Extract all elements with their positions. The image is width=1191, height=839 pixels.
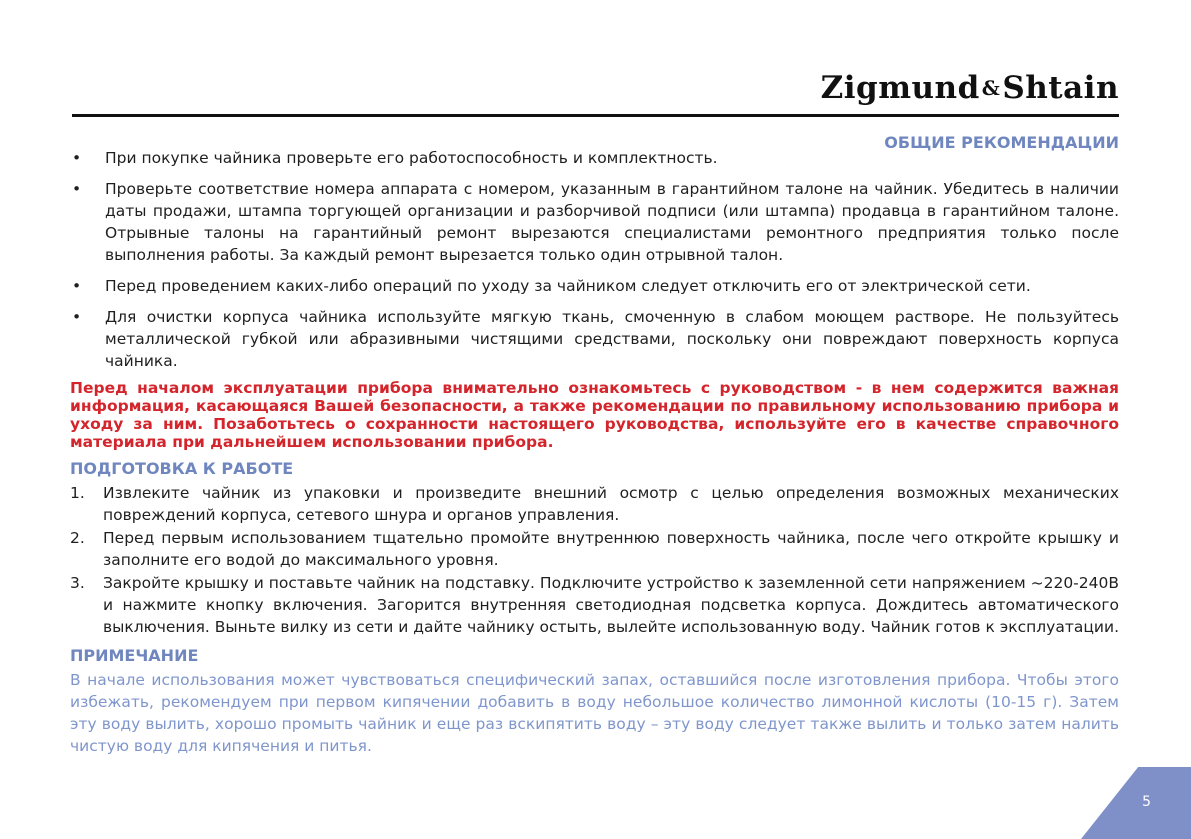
brand-ampersand: & [981,76,1001,100]
list-item-text: Проверьте соответствие номера аппарата с номером, указанным в гарантийном талоне на чайник. Убедитесь в наличии даты продажи, штампа торгующей организации и разборчивой подписи (или штампа) продавца в гарантийном талоне. Отрывные талоны на гарантийный ремонт вырезаются специалистами ремонтного предприятия только после выполнения работы. За каждый ремонт вырезается только один отрывной талон. [105,180,1119,264]
brand-logo [821,70,1119,106]
page-corner-decoration [1081,767,1191,839]
list-item [70,275,1119,297]
step-item [70,527,1119,571]
bullet-symbol: • [72,308,82,326]
section-title-general: ОБЩИЕ РЕКОМЕНДАЦИИ [884,133,1119,152]
list-item [70,306,1119,372]
bullet-symbol: • [72,180,82,198]
note-text: В начале использования может чувствоваться специфический запах, оставшийся после изготовления прибора. Чтобы этого избежать, рекомендуем при первом кипячении добавить в воду небольшое количество лимонной кислоты (10-15 г). Затем эту воду вылить, хорошо промыть чайник и еще раз вскипятить воду – эту воду следует также вылить и только затем налить чистую воду для кипячения и питья. [70,671,1119,755]
page-number: 5 [1142,794,1151,810]
brand-name-part2: Shtain [1002,70,1119,106]
safety-warning: Перед началом эксплуатации прибора внимательно ознакомьтесь с руководством - в нем содержится важная информация, касающаяся Вашей безопасности, а также рекомендации по правильному использованию прибора и уходу за ним. Позаботьтесь о сохранности настоящего руководства, используйте его в качестве справочного материала при дальнейшем использовании прибора. [70,379,1119,451]
step-number: 1. [70,484,85,502]
step-text: Извлеките чайник из упаковки и произведите внешний осмотр с целью определения возможных механических повреждений корпуса, сетевого шнура и органов управления. [103,484,1119,524]
list-item-text: При покупке чайника проверьте его работоспособность и комплектность. [105,149,718,167]
step-item [70,572,1119,638]
list-item [70,178,1119,266]
list-item [70,147,1119,169]
page-content [70,133,1119,757]
bullet-symbol: • [72,277,82,295]
list-item-text: Перед проведением каких-либо операций по уходу за чайником следует отключить его от электрической сети. [105,277,1031,295]
list-item-text: Для очистки корпуса чайника используйте мягкую ткань, смоченную в слабом моющем растворе. Не пользуйтесь металлической губкой или абразивными чистящими средствами, поскольку они повреждают поверхность корпуса чайника. [105,308,1119,370]
section-title-preparation: ПОДГОТОВКА К РАБОТЕ [70,459,294,478]
step-number: 2. [70,529,85,547]
step-text: Закройте крышку и поставьте чайник на подставку. Подключите устройство к заземленной сети напряжением ~220-240В и нажмите кнопку включения. Загорится внутренняя светодиодная подсветка корпуса. Дождитесь автоматического выключения. Выньте вилку из сети и дайте чайнику остыть, вылейте использованную воду. Чайник готов к эксплуатации. [103,574,1119,636]
brand-name-part1: Zigmund [820,70,980,106]
step-text: Перед первым использованием тщательно промойте внутреннюю поверхность чайника, после чего откройте крышку и заполните его водой до максимального уровня. [103,529,1119,569]
preparation-steps-list [70,482,1119,638]
bullet-symbol: • [72,149,82,167]
general-recommendations-list [70,147,1119,372]
step-item [70,482,1119,526]
step-number: 3. [70,574,85,592]
header-divider [72,114,1119,117]
section-title-note: ПРИМЕЧАНИЕ [70,646,199,665]
